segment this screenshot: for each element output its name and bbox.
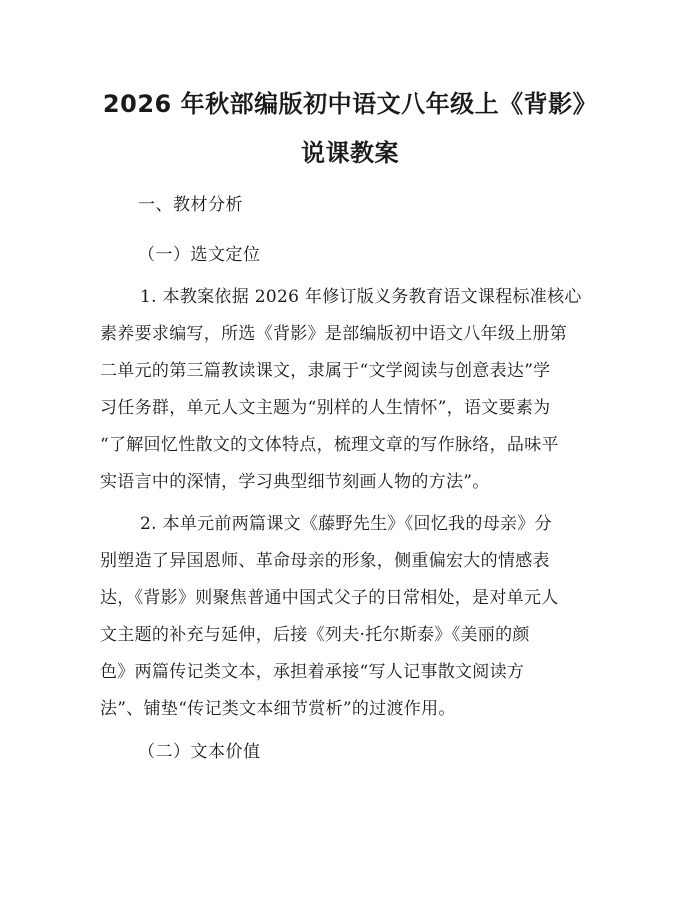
document-title-line-2: 说课教案 xyxy=(301,139,399,167)
paragraph-1 xyxy=(100,279,620,501)
paragraph-line: 实语言中的深情，学习典型细节刻画人物的方法”。 xyxy=(100,472,490,492)
paragraph-line: 2. 本单元前两篇课文《藤野先生》《回忆我的母亲》分 xyxy=(140,514,552,534)
document-title-line-1: 2026 年秋部编版初中语文八年级上《背影》 xyxy=(102,90,598,118)
subsection-heading-text-positioning: （一）选文定位 xyxy=(138,245,261,265)
paragraph-line: 别塑造了异国恩师、革命母亲的形象，侧重偏宏大的情感表 xyxy=(100,551,550,571)
paragraph-line: 二单元的第三篇教读课文，隶属于“文学阅读与创意表达”学 xyxy=(100,361,551,381)
paragraph-line: 文主题的补充与延伸，后接《列夫·托尔斯泰》《美丽的颜 xyxy=(100,625,530,645)
paragraph-2 xyxy=(100,506,620,728)
paragraph-line: 达，《背影》则聚焦普通中国式父子的日常相处，是对单元人 xyxy=(100,588,559,608)
paragraph-line: 习任务群，单元人文主题为“别样的人生情怀”，语文要素为 xyxy=(100,398,551,418)
paragraph-line: “了解回忆性散文的文体特点，梳理文章的写作脉络，品味平 xyxy=(100,435,559,455)
paragraph-line: 法”、铺垫“传记类文本细节赏析”的过渡作用。 xyxy=(100,699,456,719)
paragraph-line: 色》两篇传记类文本，承担着承接“写人记事散文阅读方 xyxy=(100,662,525,682)
section-heading-textbook-analysis: 一、教材分析 xyxy=(138,195,243,215)
paragraph-line: 素养要求编写，所选《背影》是部编版初中语文八年级上册第 xyxy=(100,324,568,344)
subsection-heading-text-value: （二）文本价值 xyxy=(138,742,261,762)
paragraph-line: 1. 本教案依据 2026 年修订版义务教育语文课程标准核心 xyxy=(140,287,582,307)
